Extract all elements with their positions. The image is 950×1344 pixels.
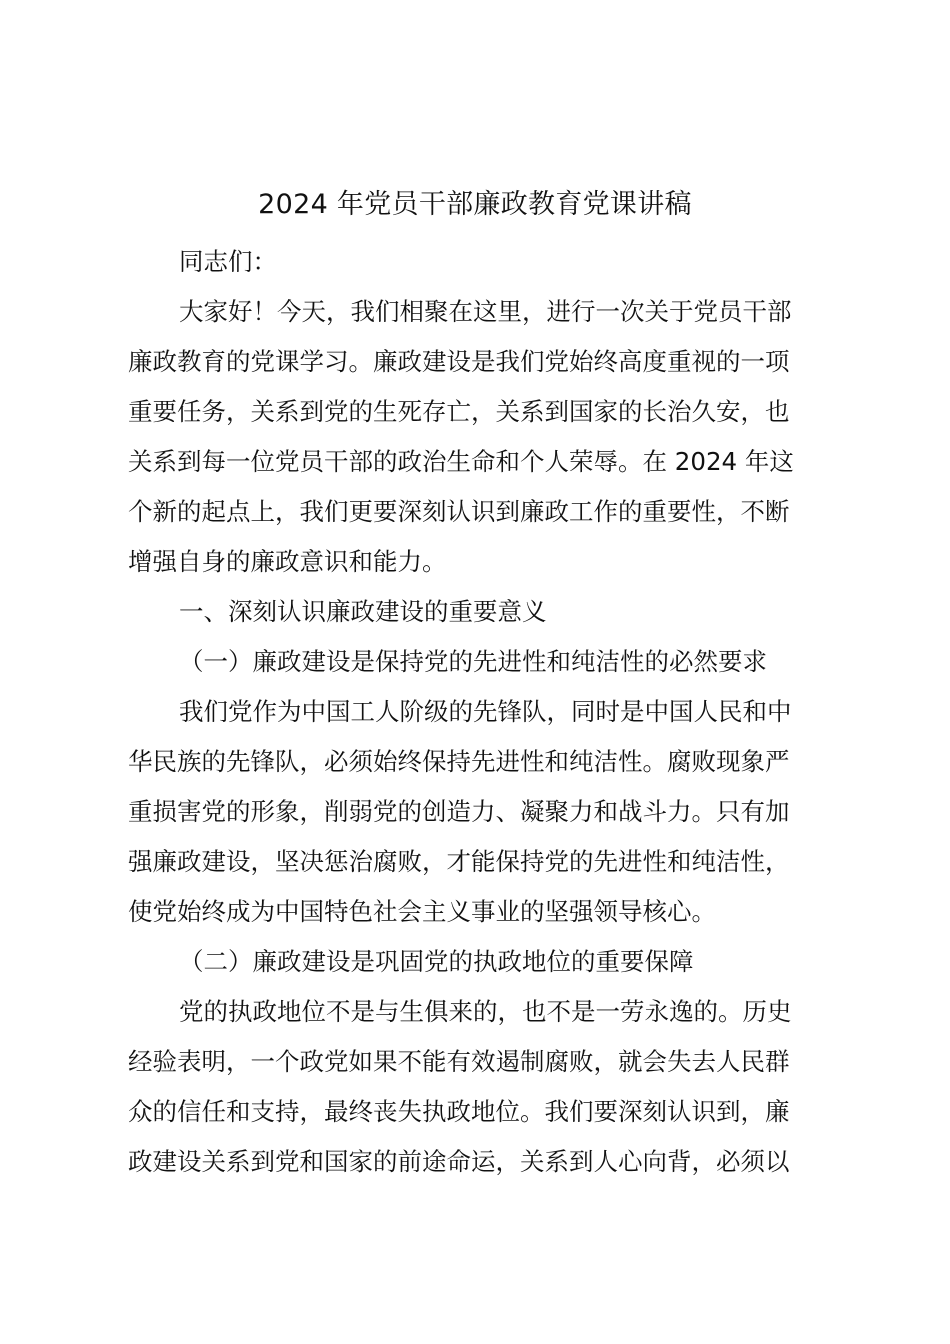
document-title: 2024 年党员干部廉政教育党课讲稿 (258, 189, 692, 220)
text-line: 我们党作为中国工人阶级的先锋队，同时是中国人民和中 (179, 697, 792, 726)
text-line: 大家好！今天，我们相聚在这里，进行一次关于党员干部 (179, 297, 792, 326)
text-line: 关系到每一位党员干部的政治生命和个人荣辱。在 2024 年这 (128, 447, 794, 476)
section-heading-1 (128, 587, 832, 637)
subsection-heading-2 (128, 937, 832, 987)
text-line: 党的执政地位不是与生俱来的，也不是一劳永逸的。历史 (179, 997, 792, 1026)
text-line: 廉政教育的党课学习。廉政建设是我们党始终高度重视的一项 (128, 347, 790, 376)
text-line: 重要任务，关系到党的生死存亡，关系到国家的长治久安，也 (128, 397, 790, 426)
text-line: （二）廉政建设是巩固党的执政地位的重要保障 (179, 947, 694, 976)
subsection-heading-1 (128, 637, 832, 687)
text-line: 华民族的先锋队，必须始终保持先进性和纯洁性。腐败现象严 (128, 747, 790, 776)
text-line: 同志们： (179, 247, 277, 276)
text-line: 增强自身的廉政意识和能力。 (128, 547, 447, 576)
text-line: 使党始终成为中国特色社会主义事业的坚强领导核心。 (128, 897, 716, 926)
paragraph-intro (128, 287, 832, 587)
text-line: 个新的起点上，我们更要深刻认识到廉政工作的重要性，不断 (128, 497, 790, 526)
text-line: 一、深刻认识廉政建设的重要意义 (179, 597, 547, 626)
document-body (128, 237, 832, 1187)
text-line: 强廉政建设，坚决惩治腐败，才能保持党的先进性和纯洁性， (128, 847, 790, 876)
text-line: 众的信任和支持，最终丧失执政地位。我们要深刻认识到，廉 (128, 1097, 790, 1126)
text-line: 经验表明，一个政党如果不能有效遏制腐败，就会失去人民群 (128, 1047, 790, 1076)
text-line: 重损害党的形象，削弱党的创造力、凝聚力和战斗力。只有加 (128, 797, 790, 826)
text-line: （一）廉政建设是保持党的先进性和纯洁性的必然要求 (179, 647, 767, 676)
text-line: 政建设关系到党和国家的前途命运，关系到人心向背，必须以 (128, 1147, 790, 1176)
paragraph-1 (128, 687, 832, 937)
paragraph-2 (128, 987, 832, 1187)
salutation (128, 237, 832, 287)
